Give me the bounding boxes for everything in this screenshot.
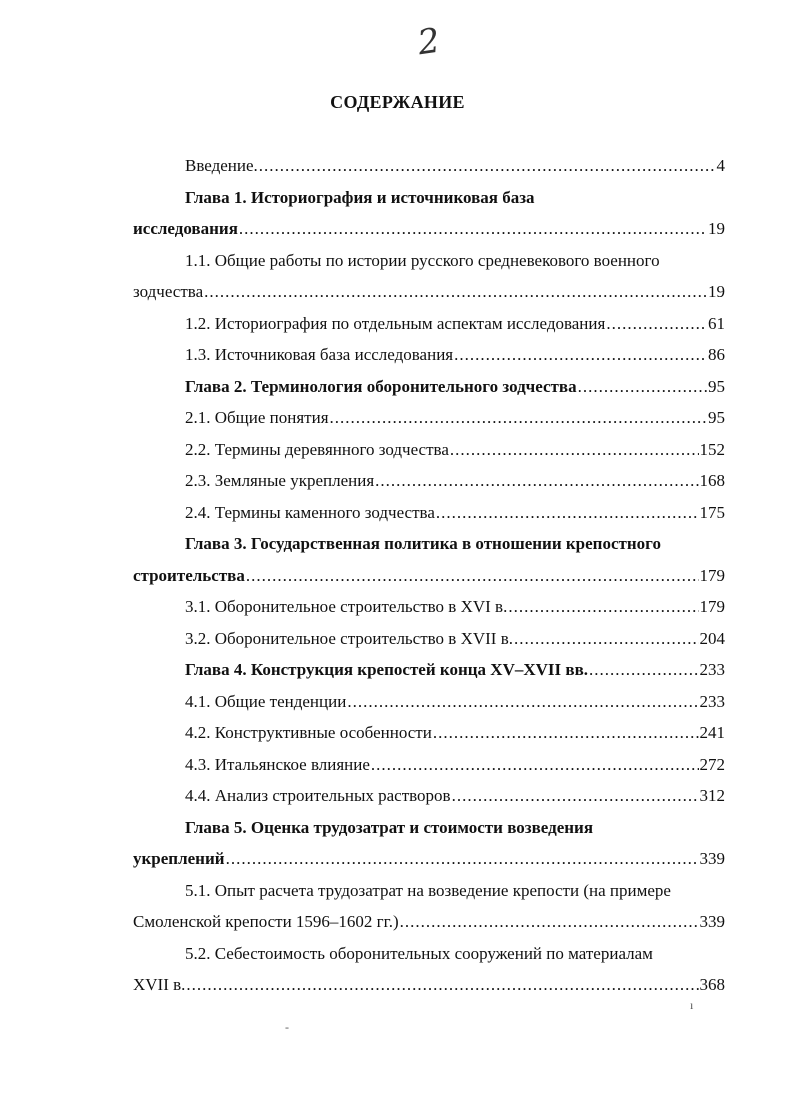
toc-page-number: 368 xyxy=(699,975,725,994)
toc-section xyxy=(133,717,725,749)
toc-section xyxy=(133,308,725,340)
page-title: СОДЕРЖАНИЕ xyxy=(330,92,465,112)
toc-page-number: 233 xyxy=(699,691,725,711)
toc-section xyxy=(133,245,725,308)
toc-line xyxy=(133,213,725,245)
toc-line xyxy=(133,465,725,497)
toc-line xyxy=(133,969,725,1001)
toc-entry-text: строительства xyxy=(133,565,245,585)
toc-entry-text: 2.2. Термины деревянного зодчества xyxy=(185,439,449,459)
toc-leader-dots xyxy=(371,749,699,781)
toc-page-number: 179 xyxy=(699,597,725,616)
toc-leader-dots xyxy=(508,591,698,623)
toc-entry-text: XVII в. xyxy=(133,975,186,994)
toc-entry-text: 1.2. Историография по отдельным аспектам исследования xyxy=(185,313,606,333)
toc-line xyxy=(133,339,725,371)
toc-page-number: 312 xyxy=(699,786,725,805)
toc-section xyxy=(133,623,725,655)
toc-line xyxy=(133,812,725,844)
toc-leader-dots xyxy=(186,969,698,1001)
toc-leader-dots xyxy=(400,906,699,938)
toc-page-number: 233 xyxy=(699,660,725,679)
toc-leader-dots xyxy=(589,654,699,686)
toc-section xyxy=(133,465,725,497)
toc-section xyxy=(133,150,725,182)
toc-leader-dots xyxy=(454,339,707,371)
toc-section xyxy=(133,780,725,812)
toc-entry-text: 4.4. Анализ строительных растворов xyxy=(185,786,451,805)
toc-chapter xyxy=(133,812,725,875)
toc-entry-text: исследования xyxy=(133,219,238,238)
toc-line xyxy=(133,528,725,560)
toc-entry-text: Глава 1. Историография и источниковая база xyxy=(185,187,535,207)
toc-leader-dots xyxy=(450,434,699,466)
toc-page-number: 204 xyxy=(699,628,725,648)
toc-leader-dots xyxy=(375,465,698,497)
toc-leader-dots xyxy=(246,560,699,592)
scan-speck: ı xyxy=(690,998,694,1012)
toc-chapter xyxy=(133,654,725,686)
toc-section xyxy=(133,591,725,623)
toc-line xyxy=(133,402,725,434)
toc-line xyxy=(133,497,725,529)
toc-line xyxy=(133,182,725,214)
toc-page-number: 4 xyxy=(716,156,725,175)
toc-line xyxy=(133,875,725,907)
toc-chapter xyxy=(133,528,725,591)
toc-entry-text: 2.3. Земляные укрепления xyxy=(185,471,375,490)
toc-entry-text: 2.1. Общие понятия xyxy=(185,408,329,427)
toc-section xyxy=(133,402,725,434)
toc-line xyxy=(133,245,725,277)
toc-entry-text: 5.2. Себестоимость оборонительных сооружений по материалам xyxy=(185,943,653,963)
scan-speck: - xyxy=(285,1020,289,1034)
toc-leader-dots xyxy=(433,717,699,749)
toc-leader-dots xyxy=(514,623,699,655)
toc-page-number: 19 xyxy=(708,282,725,301)
toc-line xyxy=(133,560,725,592)
toc-page-number: 152 xyxy=(699,439,725,459)
toc-page-number: 168 xyxy=(699,471,725,490)
toc-page-number: 272 xyxy=(699,754,725,774)
toc-chapter xyxy=(133,182,725,245)
toc-entry-text: 1.1. Общие работы по истории русского средневекового военного xyxy=(185,250,660,270)
toc-page-number: 19 xyxy=(708,219,725,238)
toc-section xyxy=(133,497,725,529)
toc-entry-text: Глава 4. Конструкция крепостей конца XV–XVII вв. xyxy=(185,660,588,679)
toc-page-number: 95 xyxy=(708,408,725,427)
toc-entry-text: 4.2. Конструктивные особенности xyxy=(185,723,432,742)
toc-leader-dots xyxy=(347,686,698,718)
toc-line xyxy=(133,717,725,749)
toc-leader-dots xyxy=(330,402,707,434)
toc-line xyxy=(133,371,725,403)
toc-page-number: 339 xyxy=(699,912,725,931)
table-of-contents xyxy=(133,150,725,1001)
toc-line xyxy=(133,623,725,655)
toc-page-number: 95 xyxy=(708,376,725,396)
toc-entry-text: Глава 2. Терминология оборонительного зодчества xyxy=(185,376,577,396)
toc-line xyxy=(133,780,725,812)
toc-line xyxy=(133,654,725,686)
toc-entry-text: 3.1. Оборонительное строительство в XVI в. xyxy=(185,597,508,616)
toc-leader-dots xyxy=(259,150,716,182)
toc-section xyxy=(133,339,725,371)
toc-line xyxy=(133,308,725,340)
toc-line xyxy=(133,938,725,970)
toc-line xyxy=(133,749,725,781)
toc-section xyxy=(133,938,725,1001)
toc-entry-text: 2.4. Термины каменного зодчества xyxy=(185,502,435,522)
handwritten-page-number: 2 xyxy=(415,20,443,64)
toc-leader-dots xyxy=(606,308,707,340)
toc-page-number: 339 xyxy=(699,849,725,868)
toc-section xyxy=(133,749,725,781)
toc-entry-text: 4.3. Итальянское влияние xyxy=(185,754,370,774)
toc-line xyxy=(133,686,725,718)
toc-leader-dots xyxy=(204,276,707,308)
toc-chapter xyxy=(133,371,725,403)
toc-page-number: 241 xyxy=(699,723,725,742)
toc-entry-text: Введение. xyxy=(185,156,258,175)
toc-entry-text: Глава 3. Государственная политика в отношении крепостного xyxy=(185,534,661,553)
toc-line xyxy=(133,150,725,182)
toc-page-number: 179 xyxy=(699,565,725,585)
toc-entry-text: укреплений xyxy=(133,849,225,868)
toc-page-number: 175 xyxy=(699,502,725,522)
toc-leader-dots xyxy=(226,843,699,875)
toc-entry-text: 3.2. Оборонительное строительство в XVII в. xyxy=(185,628,513,648)
toc-line xyxy=(133,843,725,875)
toc-page-number: 86 xyxy=(708,345,725,364)
toc-line xyxy=(133,434,725,466)
toc-section xyxy=(133,434,725,466)
toc-leader-dots xyxy=(239,213,707,245)
toc-entry-text: 5.1. Опыт расчета трудозатрат на возведение крепости (на примере xyxy=(185,880,671,900)
toc-entry-text: зодчества xyxy=(133,282,204,301)
toc-leader-dots xyxy=(436,497,699,529)
toc-leader-dots xyxy=(578,371,707,403)
toc-line xyxy=(133,276,725,308)
toc-line xyxy=(133,906,725,938)
toc-line xyxy=(133,591,725,623)
toc-entry-text: Глава 5. Оценка трудозатрат и стоимости возведения xyxy=(185,817,594,837)
toc-entry-text: 1.3. Источниковая база исследования xyxy=(185,345,454,364)
toc-leader-dots xyxy=(452,780,699,812)
toc-section xyxy=(133,875,725,938)
toc-entry-text: Смоленской крепости 1596–1602 гг.) xyxy=(133,912,399,931)
toc-page-number: 61 xyxy=(708,313,725,333)
toc-entry-text: 4.1. Общие тенденции xyxy=(185,691,347,711)
toc-section xyxy=(133,686,725,718)
